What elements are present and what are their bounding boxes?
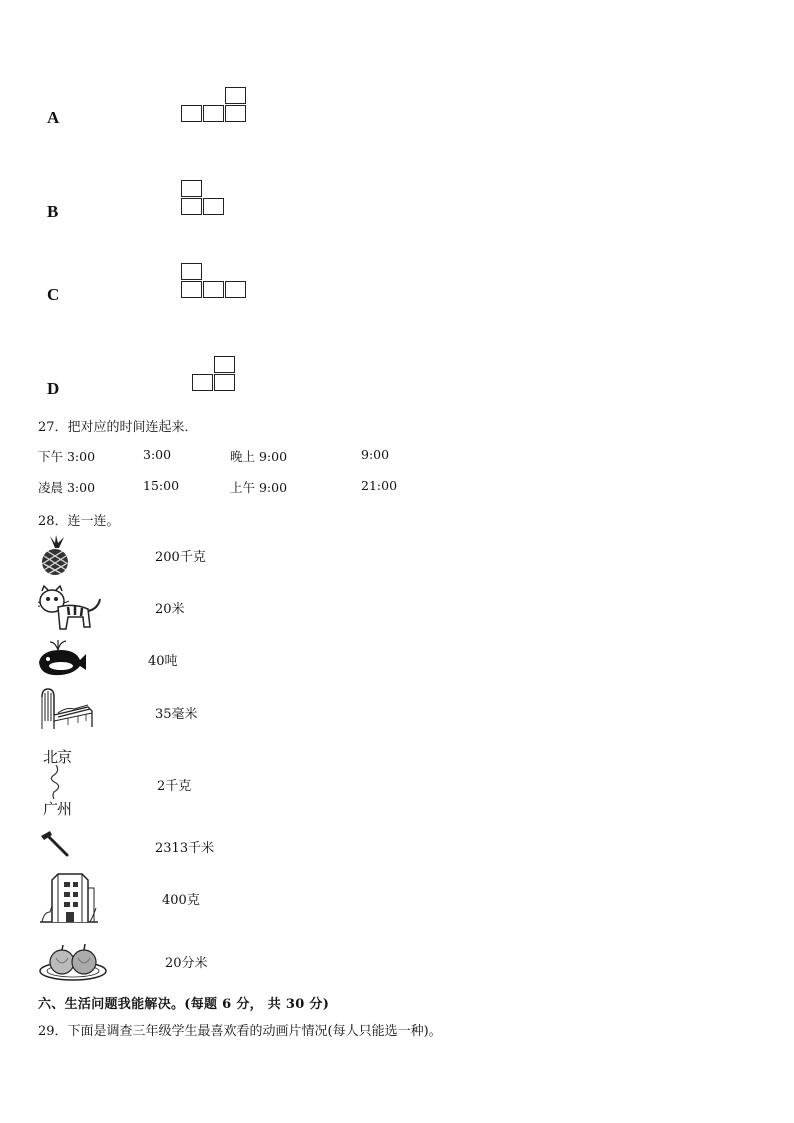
time-afternoon-3: 下午 3:00 <box>38 449 96 464</box>
question-27-title: 27．把对应的时间连起来． <box>38 420 198 435</box>
tiger-icon <box>38 585 102 633</box>
square <box>181 105 202 122</box>
square <box>181 180 202 197</box>
apples-plate-icon <box>38 942 108 982</box>
option-b-shape <box>181 180 231 218</box>
whale-icon <box>36 638 88 678</box>
option-a-shape <box>181 87 251 125</box>
unit-2-kg: 2千克 <box>157 779 192 794</box>
square <box>225 105 246 122</box>
question-29-title: 29．下面是调查三年级学生最喜欢看的动画片情况(每人只能选一种)。 <box>38 1024 442 1039</box>
option-b-label: B <box>47 202 59 221</box>
unit-400-g: 400克 <box>162 893 200 908</box>
square <box>203 105 224 122</box>
route-line-icon <box>42 765 72 799</box>
square <box>203 281 224 298</box>
map-label-beijing: 北京 <box>43 748 72 766</box>
option-d-shape <box>192 356 242 394</box>
nail-icon <box>40 830 70 858</box>
square <box>225 281 246 298</box>
section-6-title: 六、生活问题我能解决。(每题 6 分， 共 30 分) <box>38 997 330 1012</box>
time-15-00: 15:00 <box>143 478 180 493</box>
time-morning-9: 上午 9:00 <box>230 480 288 495</box>
square <box>225 87 246 104</box>
time-21-00: 21:00 <box>361 478 398 493</box>
option-d-label: D <box>47 379 60 398</box>
option-a-label: A <box>47 108 60 127</box>
time-3-00: 3:00 <box>143 447 172 462</box>
map-label-guangzhou: 广州 <box>43 800 72 818</box>
time-9-00: 9:00 <box>361 447 390 462</box>
question-28-title: 28．连一连。 <box>38 514 120 529</box>
building-icon <box>38 868 100 924</box>
square <box>181 198 202 215</box>
square <box>203 198 224 215</box>
bed-icon <box>38 685 94 731</box>
square <box>192 374 213 391</box>
option-c-label: C <box>47 285 60 304</box>
square <box>214 356 235 373</box>
square <box>181 263 202 280</box>
time-evening-9: 晚上 9:00 <box>230 449 288 464</box>
unit-200-kg: 200千克 <box>155 550 206 565</box>
unit-35-mm: 35毫米 <box>155 707 198 722</box>
unit-2313-km: 2313千米 <box>155 841 215 856</box>
unit-40-t: 40吨 <box>148 654 178 669</box>
square <box>214 374 235 391</box>
square <box>181 281 202 298</box>
time-early-morning-3: 凌晨 3:00 <box>38 480 96 495</box>
option-c-shape <box>181 263 251 301</box>
unit-20-dm: 20分米 <box>165 956 208 971</box>
pineapple-icon <box>38 534 72 576</box>
unit-20-m: 20米 <box>155 602 185 617</box>
